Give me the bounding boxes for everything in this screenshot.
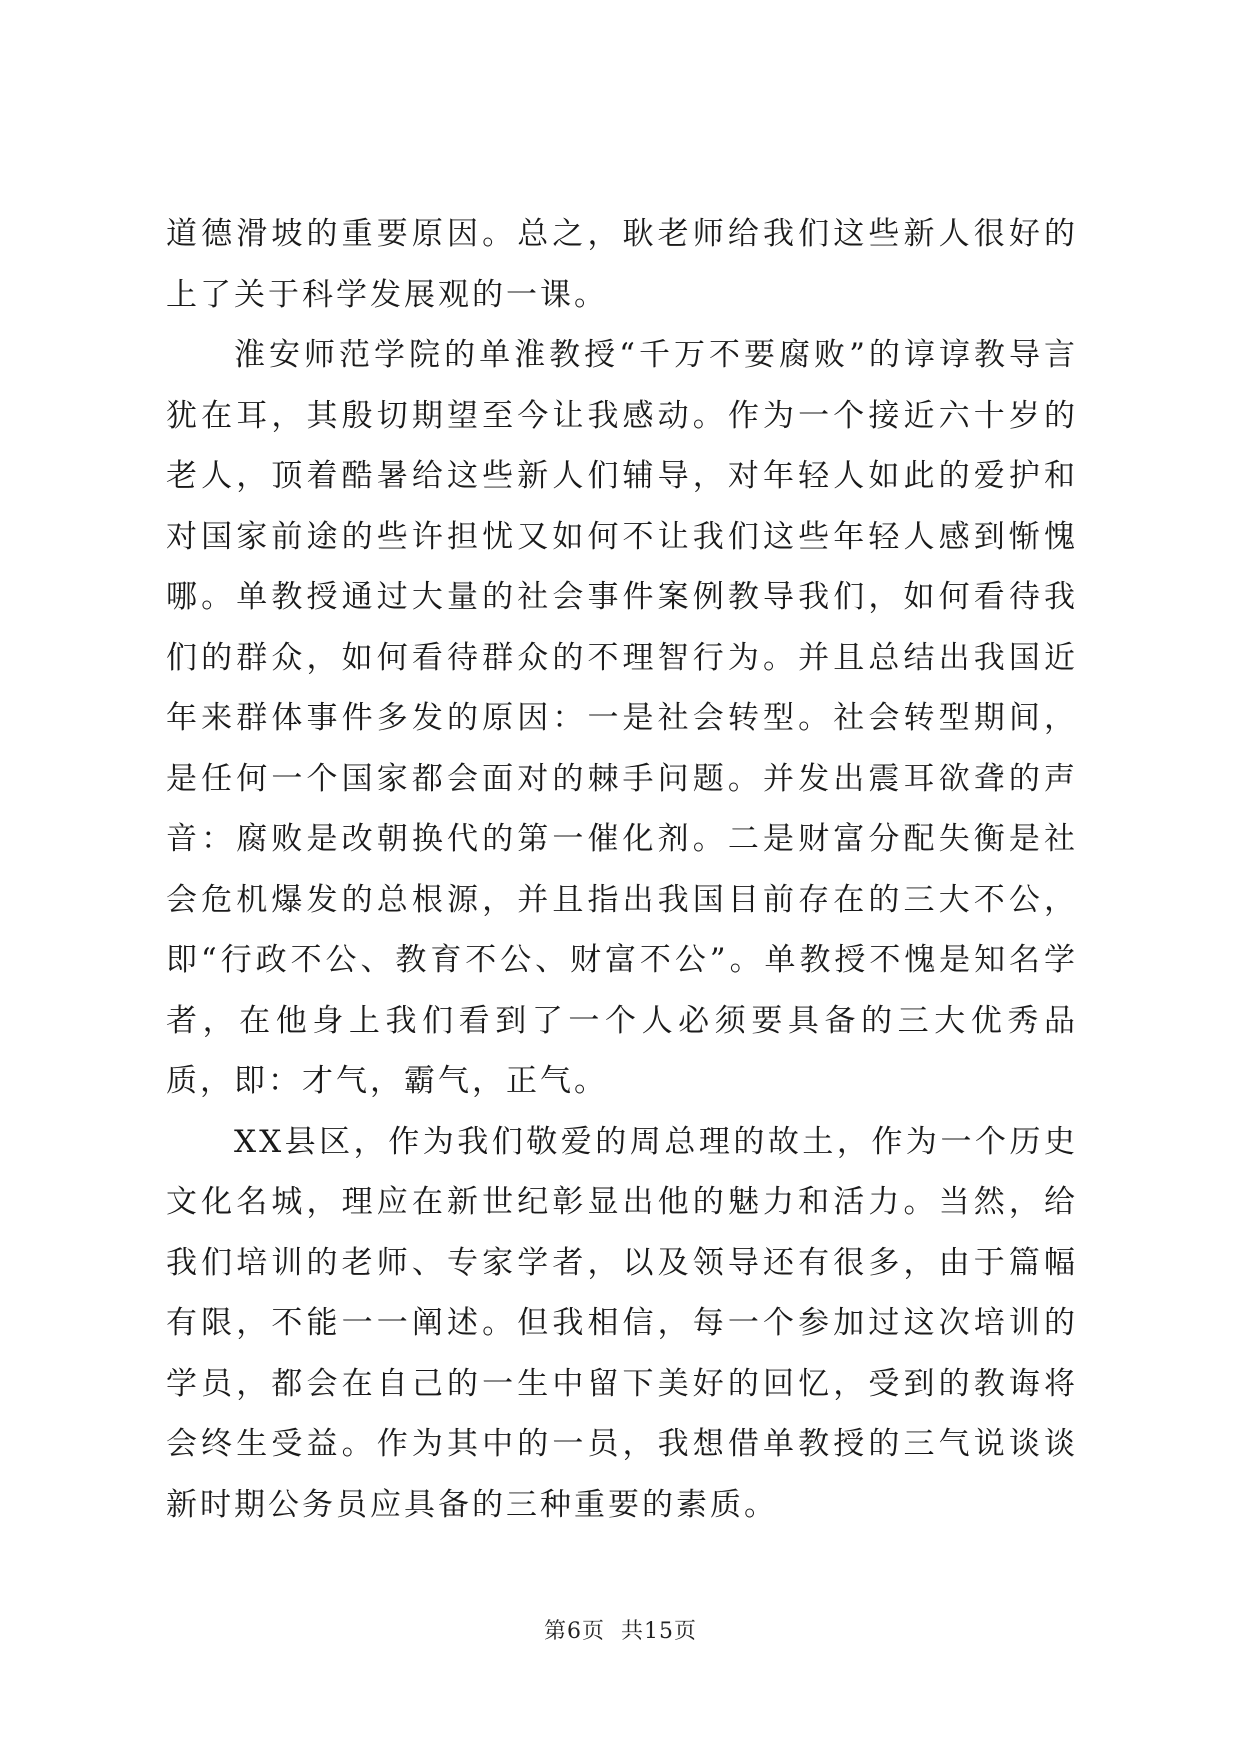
page-number-label: 第6页 共15页 <box>544 1619 697 1644</box>
paragraph-county: XX县区，作为我们敬爱的周总理的故土，作为一个历史文化名城，理应在新世纪彰显出他的魅力和活力。当然，给我们培训的老师、专家学者，以及领导还有很多，由于篇幅有限，不能一一阐述。但我相信，每一个参加过这次培训的学员，都会在自己的一生中留下美好的回忆，受到的教诲将会终生受益。作为其中的一员，我想借单教授的三气说谈谈新时期公务员应具备的三种重要的素质。 <box>166 1123 1078 1523</box>
page-footer <box>0 1617 1241 1647</box>
paragraph-professor-shan: 淮安师范学院的单淮教授“千万不要腐败”的谆谆教导言犹在耳，其殷切期望至今让我感动。作为一个接近六十岁的老人，顶着酷暑给这些新人们辅导，对年轻人如此的爱护和对国家前途的些许担忧又如何不让我们这些年轻人感到惭愧哪。单教授通过大量的社会事件案例教导我们，如何看待我们的群众，如何看待群众的不理智行为。并且总结出我国近年来群体事件多发的原因：一是社会转型。社会转型期间，是任何一个国家都会面对的棘手问题。并发出震耳欲聋的声音：腐败是改朝换代的第一催化剂。二是财富分配失衡是社会危机爆发的总根源，并且指出我国目前存在的三大不公，即“行政不公、教育不公、财富不公”。单教授不愧是知名学者，在他身上我们看到了一个人必须要具备的三大优秀品质，即：才气，霸气，正气。 <box>166 337 1078 1099</box>
document-body <box>166 204 1078 1535</box>
paragraph-continuation: 道德滑坡的重要原因。总之，耿老师给我们这些新人很好的上了关于科学发展观的一课。 <box>166 216 1078 313</box>
